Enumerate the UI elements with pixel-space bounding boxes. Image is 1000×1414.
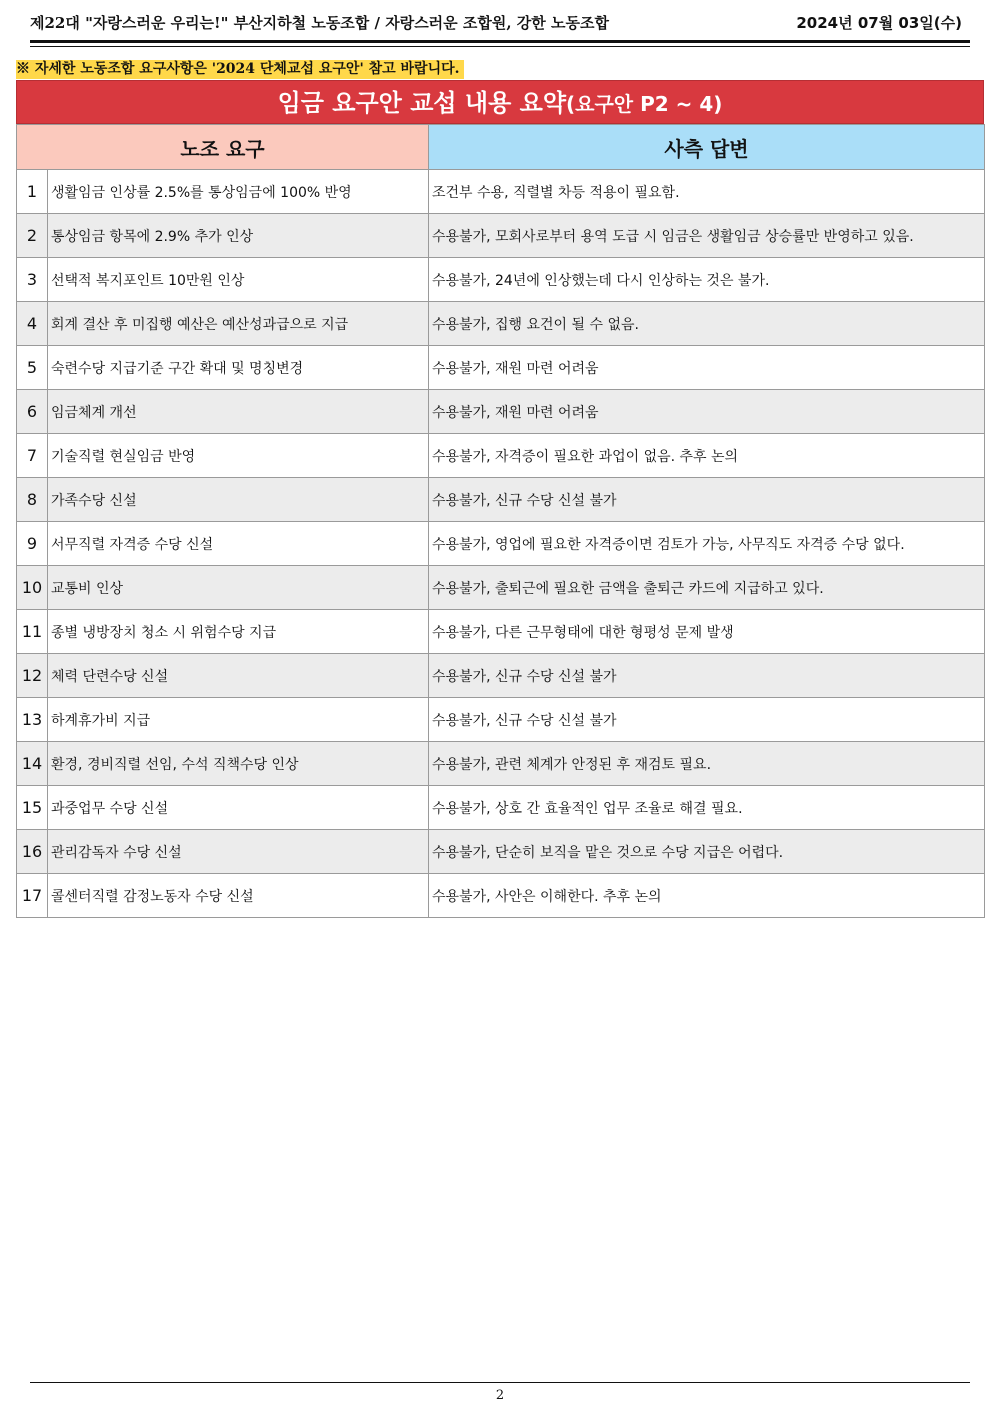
union-demand-cell: 숙련수당 지급기준 구간 확대 및 명칭변경 <box>48 346 429 390</box>
union-demand-cell: 과중업무 수당 신설 <box>48 786 429 830</box>
union-demand-cell: 서무직렬 자격증 수당 신설 <box>48 522 429 566</box>
table-row <box>17 610 985 654</box>
reference-notice: ※ 자세한 노동조합 요구사항은 '2024 단체교섭 요구안' 참고 바랍니다. <box>16 60 464 79</box>
table-header-row <box>17 125 985 170</box>
company-reply-cell: 수용불가, 재원 마련 어려움 <box>429 346 985 390</box>
row-number: 7 <box>17 434 48 478</box>
header-divider-thick <box>30 40 970 43</box>
company-reply-cell: 수용불가, 집행 요건이 될 수 없음. <box>429 302 985 346</box>
union-demand-cell: 통상임금 항목에 2.9% 추가 인상 <box>48 214 429 258</box>
company-reply-cell: 수용불가, 영업에 필요한 자격증이면 검토가 가능, 사무직도 자격증 수당 없다. <box>429 522 985 566</box>
table-row <box>17 786 985 830</box>
company-reply-cell: 수용불가, 24년에 인상했는데 다시 인상하는 것은 불가. <box>429 258 985 302</box>
table-row <box>17 170 985 214</box>
row-number: 6 <box>17 390 48 434</box>
table-row <box>17 214 985 258</box>
table-row <box>17 478 985 522</box>
row-number: 11 <box>17 610 48 654</box>
company-reply-cell: 수용불가, 다른 근무형태에 대한 형평성 문제 발생 <box>429 610 985 654</box>
row-number: 10 <box>17 566 48 610</box>
union-demand-cell: 가족수당 신설 <box>48 478 429 522</box>
table-row <box>17 390 985 434</box>
union-demand-cell: 기술직렬 현실임금 반영 <box>48 434 429 478</box>
row-number: 14 <box>17 742 48 786</box>
banner-title: 임금 요구안 교섭 내용 요약 <box>277 89 567 117</box>
company-reply-cell: 수용불가, 상호 간 효율적인 업무 조율로 해결 필요. <box>429 786 985 830</box>
union-demand-cell: 하계휴가비 지급 <box>48 698 429 742</box>
row-number: 3 <box>17 258 48 302</box>
row-number: 4 <box>17 302 48 346</box>
section-banner <box>16 80 984 124</box>
issue-date: 2024년 07월 03일(수) <box>796 14 962 32</box>
row-number: 5 <box>17 346 48 390</box>
union-demand-cell: 관리감독자 수당 신설 <box>48 830 429 874</box>
table-row <box>17 258 985 302</box>
newsletter-title: 제22대 "자랑스러운 우리는!" 부산지하철 노동조합 / 자랑스러운 조합원, 강한 노동조합 <box>30 14 609 32</box>
banner-subtitle: (요구안 P2 ~ 4) <box>566 92 723 116</box>
union-demand-cell: 생활임금 인상률 2.5%를 통상임금에 100% 반영 <box>48 170 429 214</box>
union-demand-cell: 선택적 복지포인트 10만원 인상 <box>48 258 429 302</box>
row-number: 12 <box>17 654 48 698</box>
union-demand-cell: 콜센터직렬 감정노동자 수당 신설 <box>48 874 429 918</box>
company-reply-cell: 수용불가, 자격증이 필요한 과업이 없음. 추후 논의 <box>429 434 985 478</box>
column-header-company-reply: 사측 답변 <box>429 125 985 170</box>
company-reply-cell: 수용불가, 신규 수당 신설 불가 <box>429 654 985 698</box>
table-row <box>17 302 985 346</box>
union-demand-cell: 종별 냉방장치 청소 시 위험수당 지급 <box>48 610 429 654</box>
union-demand-cell: 임금체계 개선 <box>48 390 429 434</box>
table-row <box>17 698 985 742</box>
table-row <box>17 742 985 786</box>
table-row <box>17 522 985 566</box>
union-demand-cell: 교통비 인상 <box>48 566 429 610</box>
company-reply-cell: 수용불가, 신규 수당 신설 불가 <box>429 478 985 522</box>
row-number: 16 <box>17 830 48 874</box>
row-number: 17 <box>17 874 48 918</box>
row-number: 13 <box>17 698 48 742</box>
column-header-union-demand: 노조 요구 <box>17 125 429 170</box>
row-number: 8 <box>17 478 48 522</box>
table-row <box>17 654 985 698</box>
company-reply-cell: 수용불가, 모회사로부터 용역 도급 시 임금은 생활임금 상승률만 반영하고 있음. <box>429 214 985 258</box>
table-row <box>17 346 985 390</box>
footer-divider <box>30 1382 970 1383</box>
table-row <box>17 874 985 918</box>
header-divider-thin <box>30 46 970 47</box>
union-demand-cell: 환경, 경비직렬 선임, 수석 직책수당 인상 <box>48 742 429 786</box>
table-row <box>17 566 985 610</box>
page-number: 2 <box>495 1388 505 1403</box>
negotiation-summary-table <box>16 124 985 918</box>
company-reply-cell: 수용불가, 신규 수당 신설 불가 <box>429 698 985 742</box>
row-number: 2 <box>17 214 48 258</box>
union-demand-cell: 체력 단련수당 신설 <box>48 654 429 698</box>
row-number: 15 <box>17 786 48 830</box>
company-reply-cell: 수용불가, 출퇴근에 필요한 금액을 출퇴근 카드에 지급하고 있다. <box>429 566 985 610</box>
company-reply-cell: 수용불가, 단순히 보직을 맡은 것으로 수당 지급은 어렵다. <box>429 830 985 874</box>
company-reply-cell: 수용불가, 재원 마련 어려움 <box>429 390 985 434</box>
union-demand-cell: 회계 결산 후 미집행 예산은 예산성과급으로 지급 <box>48 302 429 346</box>
table-row <box>17 830 985 874</box>
company-reply-cell: 수용불가, 사안은 이해한다. 추후 논의 <box>429 874 985 918</box>
company-reply-cell: 조건부 수용, 직렬별 차등 적용이 필요함. <box>429 170 985 214</box>
table-row <box>17 434 985 478</box>
row-number: 1 <box>17 170 48 214</box>
company-reply-cell: 수용불가, 관련 체계가 안정된 후 재검토 필요. <box>429 742 985 786</box>
row-number: 9 <box>17 522 48 566</box>
